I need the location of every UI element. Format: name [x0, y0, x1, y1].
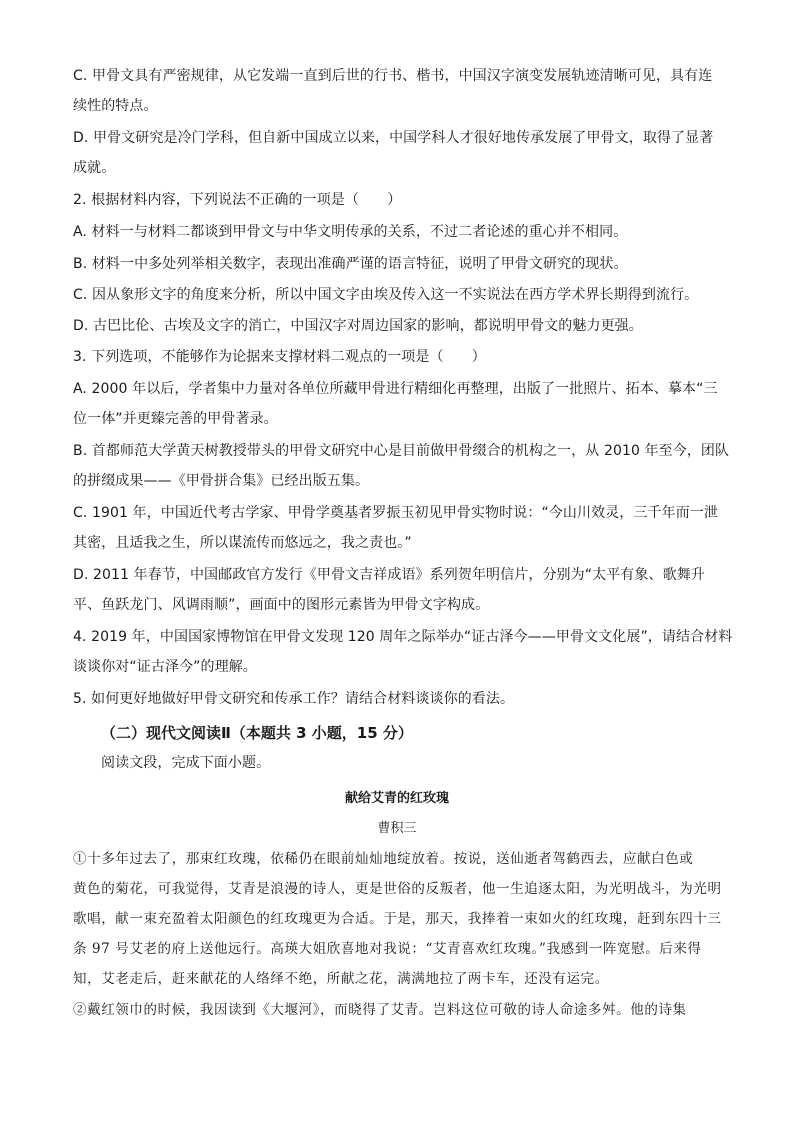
q1-option-c-line2: 续性的特点。 — [73, 98, 158, 114]
q5-line1: 5. 如何更好地做好甲骨文研究和传承工作？请结合材料谈谈你的看法。 — [73, 691, 515, 707]
q3-option-d-line1: D. 2011 年春节，中国邮政官方发行《甲骨文吉祥成语》系列贺年明信片，分别为“太平有象、歌舞升 — [73, 567, 705, 583]
q2-option-d: D. 古巴比伦、古埃及文字的消亡，中国汉字对周边国家的影响，都说明甲骨文的魅力更强。 — [73, 318, 643, 334]
q3-stem: 3. 下列选项，不能够作为论据来支撑材料二观点的一项是（ ） — [73, 349, 486, 365]
q3-option-d-line2: 平、鱼跃龙门、风调雨顺”，画面中的图形元素皆为甲骨文字构成。 — [73, 597, 490, 613]
q3-option-c-line1: C. 1901 年，中国近代考古学家、甲骨学奠基者罗振玉初见甲骨实物时说：“今山川效灵，三千年而一泄 — [73, 505, 719, 521]
q2-stem: 2. 根据材料内容，下列说法不正确的一项是（ ） — [73, 192, 402, 208]
article-p2-line1: ②戴红领巾的时候，我因读到《大堰河》，而晓得了艾青。岂料这位可敬的诗人命途多舛。他的诗集 — [73, 1002, 687, 1018]
q2-option-c: C. 因从象形文字的角度来分析，所以中国文字由埃及传入这一不实说法在西方学术界长期得到流行。 — [73, 287, 699, 303]
q2-option-a: A. 材料一与材料二都谈到甲骨文与中华文明传承的关系，不过二者论述的重心并不相同。 — [73, 224, 628, 240]
article-p1-line1: ①十多年过去了，那束红玫瑰，依稀仍在眼前灿灿地绽放着。按说，送仙逝者驾鹤西去，应献白色或 — [73, 851, 694, 867]
q3-option-a-line1: A. 2000 年以后，学者集中力量对各单位所藏甲骨进行精细化再整理，出版了一批照片、拓本、摹本“三 — [73, 381, 718, 397]
q3-option-c-line2: 其密，且适我之生，所以谋流传而悠远之，我之责也。” — [73, 535, 412, 551]
q1-option-c-line1: C. 甲骨文具有严密规律，从它发端一直到后世的行书、楷书，中国汉字演变发展轨迹清晰可见，具有连 — [73, 68, 713, 84]
q2-option-b: B. 材料一中多处列举相关数字，表现出准确严谨的语言特征，说明了甲骨文研究的现状。 — [73, 256, 628, 272]
q1-option-d-line2: 成就。 — [73, 160, 116, 176]
q3-option-b-line2: 的拼缀成果——《甲骨拼合集》已经出版五集。 — [73, 473, 370, 489]
article-author: 曹积三 — [377, 821, 417, 836]
article-p1-line2: 黄色的菊花，可我觉得，艾青是浪漫的诗人，更是世俗的反叛者，他一生追逐太阳，为光明战斗，为光明 — [73, 881, 722, 897]
article-p1-line4: 条 97 号艾老的府上送他远行。高瑛大姐欣喜地对我说：“艾青喜欢红玫瑰。”我感到一阵宽慰。后来得 — [73, 941, 702, 957]
article-title: 献给艾青的红玫瑰 — [344, 791, 449, 806]
q3-option-a-line2: 位一体”并更臻完善的甲骨著录。 — [73, 411, 278, 427]
section-instruction: 阅读文段，完成下面小题。 — [101, 755, 271, 771]
q4-line1: 4. 2019 年，中国国家博物馆在甲骨文发现 120 周年之际举办“证古泽今——甲骨文文化展”，请结合材料 — [73, 629, 733, 645]
q1-option-d-line1: D. 甲骨文研究是冷门学科，但自新中国成立以来，中国学科人才很好地传承发展了甲骨文，取得了显著 — [73, 130, 714, 146]
q4-line2: 谈谈你对“证古泽今”的理解。 — [73, 659, 257, 675]
article-p1-line3: 歌唱，献一束充盈着太阳颜色的红玫瑰更为合适。于是，那天，我捧着一束如火的红玫瑰，赶到东四十三 — [73, 911, 722, 927]
section-heading: （二）现代文阅读Ⅱ（本题共 3 小题，15 分） — [101, 724, 413, 742]
article-p1-line5: 知，艾老走后，赶来献花的人络绎不绝，所献之花，满满地拉了两卡车，还没有运完。 — [73, 971, 609, 987]
q3-option-b-line1: B. 首都师范大学黄天树教授带头的甲骨文研究中心是目前做甲骨缀合的机构之一，从 2010 年至今，团队 — [73, 443, 730, 459]
